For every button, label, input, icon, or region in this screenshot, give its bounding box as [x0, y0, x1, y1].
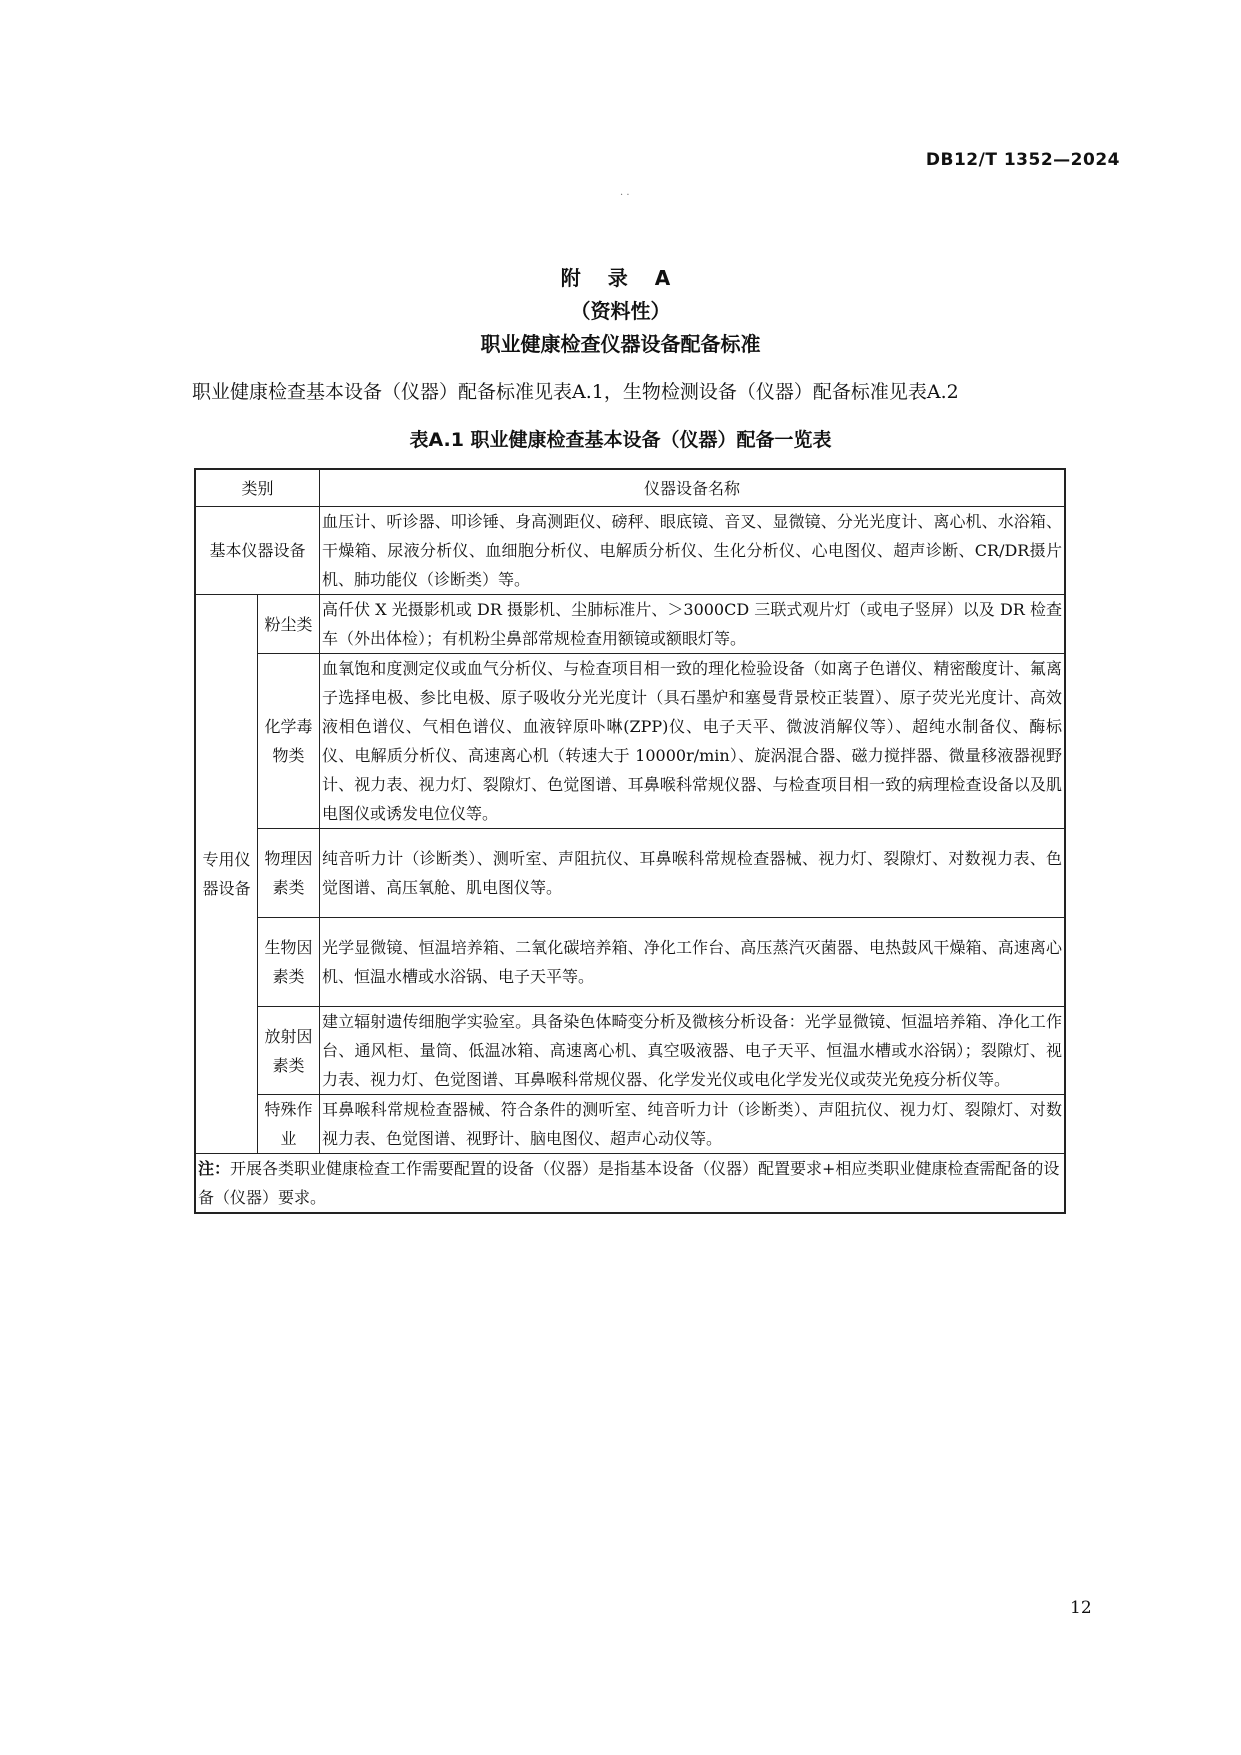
table-header-row: [195, 469, 1065, 507]
equipment-table: [194, 468, 1066, 1214]
note-label: 注：: [198, 1159, 231, 1178]
sub-category: 特殊作业: [258, 1095, 320, 1154]
appendix-name: 职业健康检查仪器设备配备标准: [480, 332, 761, 356]
sub-items: 高仟伏 X 光摄影机或 DR 摄影机、尘肺标准片、＞3000CD 三联式观片灯（或电子竖屏）以及 DR 检查车（外出体检）；有机粉尘鼻部常规检查用额镜或额眼灯等。: [320, 595, 1066, 654]
header-dots: · ·: [620, 190, 630, 201]
sub-category: 放射因素类: [258, 1007, 320, 1095]
standard-code: DB12/T 1352—2024: [925, 150, 1120, 170]
table-row: [195, 918, 1065, 1007]
sub-category: 生物因素类: [258, 918, 320, 1007]
table-row: [195, 1007, 1065, 1095]
intro-paragraph: 职业健康检查基本设备（仪器）配备标准见表A.1，生物检测设备（仪器）配备标准见表A.2: [192, 381, 959, 403]
note-text: 开展各类职业健康检查工作需要配置的设备（仪器）是指基本设备（仪器）配置要求+相应类职业健康检查需配备的设备（仪器）要求。: [198, 1159, 1060, 1207]
table-caption: 表A.1 职业健康检查基本设备（仪器）配备一览表: [409, 429, 832, 451]
sub-items: 建立辐射遗传细胞学实验室。具备染色体畸变分析及微核分析设备：光学显微镜、恒温培养箱、净化工作台、通风柜、量筒、低温冰箱、高速离心机、真空吸液器、电子天平、恒温水槽或水浴锅）；裂隙灯、视力表、视力灯、色觉图谱、耳鼻喉科常规仪器、化学发光仪或电化学发光仪或荧光免疫分析仪等。: [320, 1007, 1066, 1095]
table-row: [195, 507, 1065, 595]
basic-items: 血压计、听诊器、叩诊锤、身高测距仪、磅秤、眼底镜、音叉、显微镜、分光光度计、离心机、水浴箱、干燥箱、尿液分析仪、血细胞分析仪、电解质分析仪、生化分析仪、心电图仪、超声诊断、CR/DR摄片机、肺功能仪（诊断类）等。: [320, 507, 1066, 595]
page-number: 12: [1070, 1598, 1092, 1618]
table-row: [195, 595, 1065, 654]
sub-items: 耳鼻喉科常规检查器械、符合条件的测听室、纯音听力计（诊断类）、声阻抗仪、视力灯、裂隙灯、对数视力表、色觉图谱、视野计、脑电图仪、超声心动仪等。: [320, 1095, 1066, 1154]
note-cell: [195, 1154, 1065, 1214]
table-row: [195, 654, 1065, 829]
appendix-title: 附 录 A: [560, 266, 681, 290]
header-category: 类别: [195, 469, 320, 507]
sub-items: 血氧饱和度测定仪或血气分析仪、与检查项目相一致的理化检验设备（如离子色谱仪、精密酸度计、氟离子选择电极、参比电极、原子吸收分光光度计（具石墨炉和塞曼背景校正装置）、原子荧光光度计、高效液相色谱仪、气相色谱仪、血液锌原卟啉(ZPP)仪、电子天平、微波消解仪等）、超纯水制备仪、酶标仪、电解质分析仪、高速离心机（转速大于 10000r/min）、旋涡混合器、磁力搅拌器、微量移液器视野计、视力表、视力灯、裂隙灯、色觉图谱、耳鼻喉科常规仪器、与检查项目相一致的病理检查设备以及肌电图仪或诱发电位仪等。: [320, 654, 1066, 829]
sub-items: 纯音听力计（诊断类）、测听室、声阻抗仪、耳鼻喉科常规检查器械、视力灯、裂隙灯、对数视力表、色觉图谱、高压氧舱、肌电图仪等。: [320, 829, 1066, 918]
note-row: [195, 1154, 1065, 1214]
basic-label: 基本仪器设备: [195, 507, 320, 595]
sub-category: 化学毒物类: [258, 654, 320, 829]
table-row: [195, 829, 1065, 918]
sub-items: 光学显微镜、恒温培养箱、二氧化碳培养箱、净化工作台、高压蒸汽灭菌器、电热鼓风干燥箱、高速离心机、恒温水槽或水浴锅、电子天平等。: [320, 918, 1066, 1007]
header-equipment: 仪器设备名称: [320, 469, 1066, 507]
special-label: 专用仪器设备: [195, 595, 258, 1154]
table-row: [195, 1095, 1065, 1154]
appendix-type: （资料性）: [570, 299, 671, 323]
sub-category: 粉尘类: [258, 595, 320, 654]
sub-category: 物理因素类: [258, 829, 320, 918]
